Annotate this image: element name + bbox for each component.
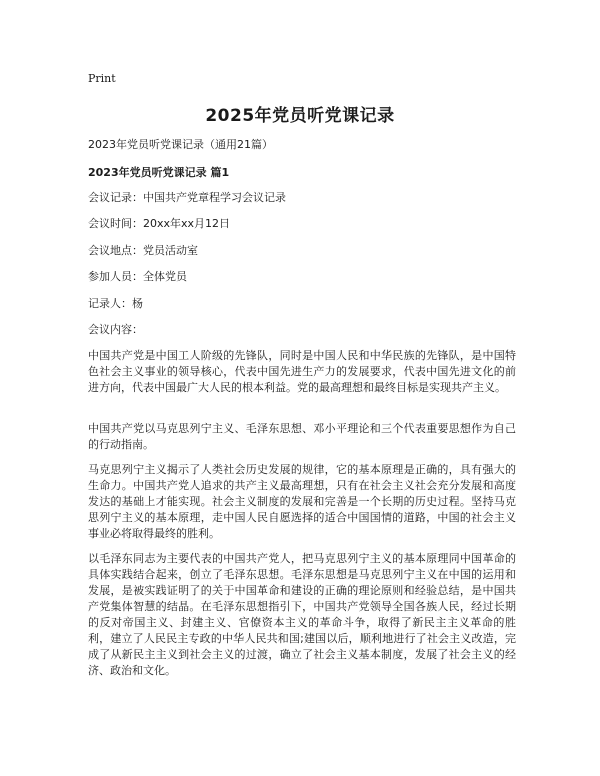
- meeting-content-label: 会议内容：: [88, 323, 143, 336]
- meeting-time: 会议时间：20xx年xx月12日: [88, 217, 231, 230]
- body-paragraph: 以毛泽东同志为主要代表的中国共产党人，把马克思列宁主义的基本原理同中国革命的具体实践结合起来，创立了毛泽东思想。毛泽东思想是马克思列宁主义在中国的运用和发展，是被实践证明了的关于中国革命和建设的正确的理论原则和经验总结，是中国共产党集体智慧的结晶。在毛泽东思想指引下，中国共产党领导全国各族人民，经过长期的反对帝国主义、封建主义、官僚资本主义的革命斗争，取得了新民主主义革命的胜利，建立了人民民主专政的中华人民共和国;建国以后，顺利地进行了社会主义改造，完成了从新民主主义到社会主义的过渡，确立了社会主义基本制度，发展了社会主义的经济、政治和文化。: [88, 552, 516, 677]
- meeting-attendees: 参加人员：全体党员: [88, 270, 187, 283]
- body-paragraph: 马克思列宁主义揭示了人类社会历史发展的规律，它的基本原理是正确的，具有强大的生命力。中国共产党人追求的共产主义最高理想，只有在社会主义社会充分发展和高度发达的基础上才能实现。社会主义制度的发展和完善是一个长期的历史过程。坚持马克思列宁主义的基本原理，走中国人民自愿选择的适合中国国情的道路，中国的社会主义事业必将取得最终的胜利。: [88, 463, 516, 540]
- meeting-location: 会议地点：党员活动室: [88, 244, 198, 257]
- document-subtitle: 2023年党员听党课记录（通用21篇）: [88, 138, 273, 151]
- body-paragraph: 中国共产党是中国工人阶级的先锋队，同时是中国人民和中华民族的先锋队，是中国特色社会主义事业的领导核心，代表中国先进生产力的发展要求，代表中国先进文化的前进方向，代表中国最广大人民的根本利益。党的最高理想和最终目标是实现共产主义。: [88, 349, 516, 394]
- print-link[interactable]: Print: [88, 72, 116, 85]
- meeting-topic: 会议记录：中国共产党章程学习会议记录: [88, 191, 286, 204]
- section-heading: 2023年党员听党课记录 篇1: [88, 166, 230, 179]
- page-title: 2025年党员听党课记录: [205, 106, 395, 126]
- body-paragraph: 中国共产党以马克思列宁主义、毛泽东思想、邓小平理论和三个代表重要思想作为自己的行动指南。: [88, 422, 516, 451]
- meeting-recorder: 记录人：杨: [88, 297, 143, 310]
